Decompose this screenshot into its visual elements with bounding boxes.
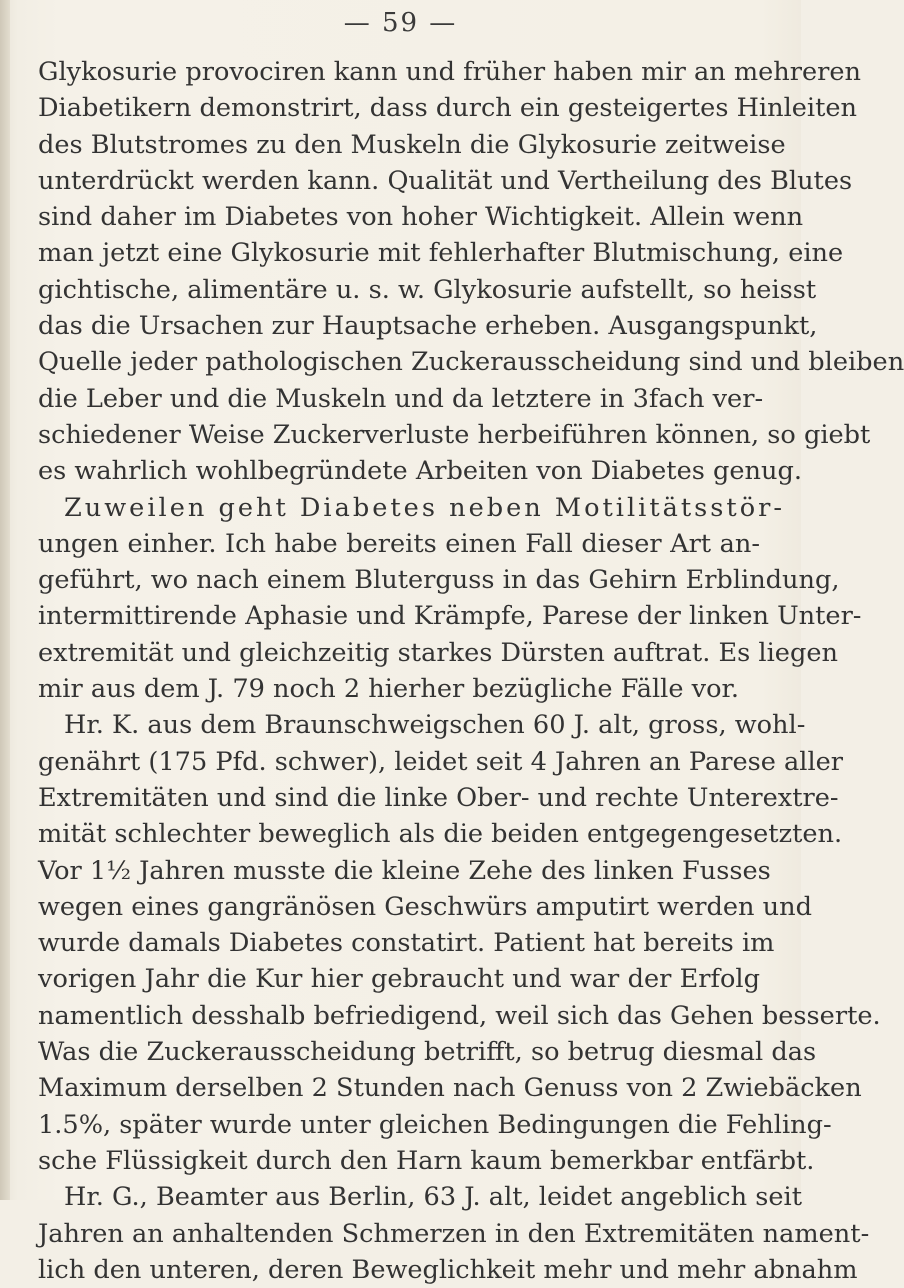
text-line: geführt, wo nach einem Bluterguss in das Gehirn Erblindung, bbox=[38, 565, 840, 596]
text-line: namentlich desshalb befriedigend, weil sich das Gehen besserte. bbox=[38, 1000, 881, 1031]
text-line: wegen eines gangränösen Geschwürs amputirt werden und bbox=[38, 891, 812, 922]
text-line: Hr. G., Beamter aus Berlin, 63 J. alt, leidet angeblich seit bbox=[64, 1182, 803, 1213]
text-line: Was die Zuckerausscheidung betrifft, so betrug diesmal das bbox=[38, 1037, 817, 1068]
text-line: vorigen Jahr die Kur hier gebraucht und war der Erfolg bbox=[38, 964, 760, 995]
text-line: man jetzt eine Glykosurie mit fehlerhafter Blutmischung, eine bbox=[38, 238, 844, 269]
text-line: Quelle jeder pathologischen Zuckerausscheidung sind und bleiben bbox=[38, 347, 904, 378]
text-line: extremität und gleichzeitig starkes Dürsten auftrat. Es liegen bbox=[38, 637, 838, 668]
text-line: wurde damals Diabetes constatirt. Patient hat bereits im bbox=[38, 928, 775, 959]
text-line: schiedener Weise Zuckerverluste herbeiführen können, so giebt bbox=[38, 419, 871, 450]
text-line: es wahrlich wohlbegründete Arbeiten von Diabetes genug. bbox=[38, 456, 803, 487]
text-line: sind daher im Diabetes von hoher Wichtigkeit. Allein wenn bbox=[38, 202, 804, 233]
text-line: sche Flüssigkeit durch den Harn kaum bemerkbar entfärbt. bbox=[38, 1145, 815, 1176]
text-line: Glykosurie provociren kann und früher haben mir an mehreren bbox=[38, 57, 862, 87]
text-line: des Blutstromes zu den Muskeln die Glykosurie zeitweise bbox=[38, 129, 786, 160]
text-line: ungen einher. Ich habe bereits einen Fall dieser Art an- bbox=[38, 528, 760, 559]
text-line: Hr. K. aus dem Braunschweigschen 60 J. alt, gross, wohl- bbox=[64, 710, 806, 741]
binding-edge bbox=[0, 0, 10, 1200]
text-line: das die Ursachen zur Hauptsache erheben. Ausgangspunkt, bbox=[38, 311, 818, 342]
text-line: Jahren an anhaltenden Schmerzen in den Extremitäten nament- bbox=[38, 1218, 870, 1249]
text-line: Maximum derselben 2 Stunden nach Genuss von 2 Zwiebäcken bbox=[38, 1073, 862, 1104]
text-line: Vor 1½ Jahren musste die kleine Zehe des linken Fusses bbox=[38, 855, 771, 886]
text-line: mität schlechter beweglich als die beiden entgegengesetzten. bbox=[38, 819, 843, 850]
body-text bbox=[38, 54, 904, 1288]
text-line: Diabetikern demonstrirt, dass durch ein gesteigertes Hinleiten bbox=[38, 93, 858, 124]
text-line: intermittirende Aphasie und Krämpfe, Parese der linken Unter- bbox=[38, 601, 862, 632]
text-line: mir aus dem J. 79 noch 2 hierher bezügliche Fälle vor. bbox=[38, 674, 740, 705]
text-line: Zuweilen geht Diabetes neben Motilitätsstör- bbox=[64, 492, 785, 523]
text-line: 1.5%, später wurde unter gleichen Bedingungen die Fehling- bbox=[38, 1109, 832, 1140]
text-line: die Leber und die Muskeln und da letztere in 3fach ver- bbox=[38, 383, 764, 414]
text-line: genährt (175 Pfd. schwer), leidet seit 4 Jahren an Parese aller bbox=[38, 746, 844, 777]
text-line: lich den unteren, deren Beweglichkeit mehr und mehr abnahm bbox=[38, 1254, 858, 1285]
text-line: Extremitäten und sind die linke Ober- und rechte Unterextre- bbox=[38, 782, 839, 813]
page-number: — 59 — bbox=[343, 8, 458, 38]
text-line: unterdrückt werden kann. Qualität und Vertheilung des Blutes bbox=[38, 165, 853, 196]
text-line: gichtische, alimentäre u. s. w. Glykosurie aufstellt, so heisst bbox=[38, 274, 817, 305]
